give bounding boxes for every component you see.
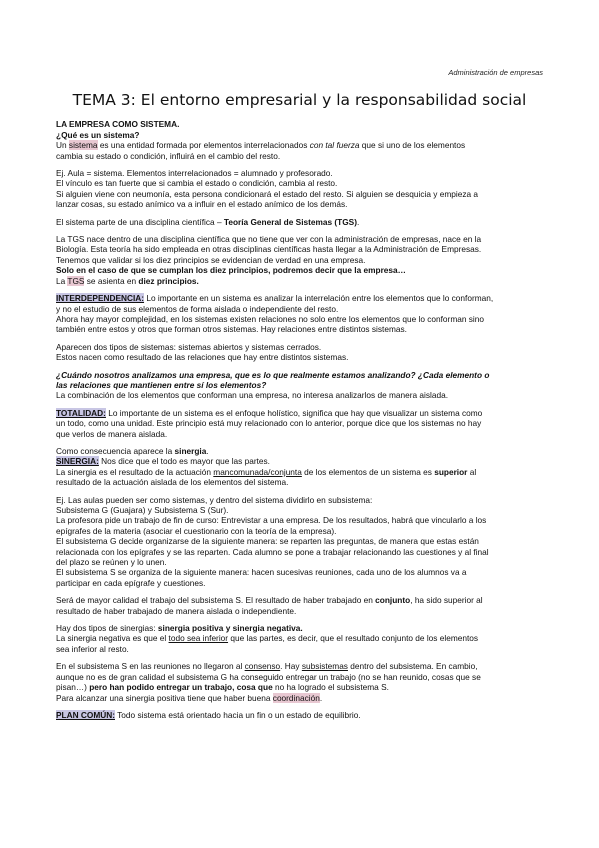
paragraph-line [56, 140, 543, 150]
underlined-term: consenso [244, 661, 281, 672]
italic-question [56, 370, 543, 380]
text: La [56, 275, 68, 286]
paragraph-line: sea inferior al resto. [56, 643, 129, 654]
paragraph-line: un todo, como una unidad. Este principio está muy relacionado con lo anterior, porque dice que los sistemas no hay [56, 418, 482, 429]
italic-term: con tal fuerza [309, 140, 360, 151]
paragraph-line: participar en cada epígrafe y cuestiones. [56, 577, 206, 588]
bold-term: sinergia [174, 445, 207, 456]
paragraph-line: Biología. Esta teoría ha sido empleada en otras disciplinas científicas hasta llegar a la Administración de Empresas. [56, 244, 482, 255]
bold-term: sinergia positiva y sinergia negativa. [157, 623, 303, 634]
bold-term: pero han podido entregar un trabajo, cosa que [89, 682, 273, 693]
paragraph-line: Solo en el caso de que se cumplan los diez principios, podremos decir que la empresa… [56, 265, 406, 276]
paragraph-line: también entre estos y otros que forman otros sistemas. Hay relaciones entre distintos sistemas. [56, 324, 407, 335]
paragraph-line: epígrafes de la materia (asociar el cuestionario con la teoría de la empresa). [56, 525, 337, 536]
paragraph-line [56, 633, 543, 643]
text: se asienta en [84, 275, 139, 286]
paragraph-line: relacionada con los epígrafes y se las reparten. Cada alumno se pone a trabajar relacionando las cuestiones y al final [56, 546, 489, 557]
tgs-paragraph [56, 234, 543, 286]
paragraph-line: cambia su estado o condición, influirá en el cambio del resto. [56, 150, 281, 161]
sinergia-paragraph [56, 446, 543, 488]
example-subsistemas [56, 495, 543, 589]
text: La sinergia negativa es que el [56, 633, 169, 644]
text: las relaciones que mantienen entre sí los elementos? [56, 379, 267, 390]
text: Será de mayor calidad el trabajo del subsistema S. El resultado de haber trabajado en [56, 595, 376, 606]
text: Un [56, 140, 69, 151]
page-title: TEMA 3: El entorno empresarial y la responsabilidad social [72, 91, 527, 110]
text: al [467, 466, 477, 477]
bold-term: Teoría General de Sistemas (TGS) [223, 216, 357, 227]
underlined-term: subsistemas [301, 661, 348, 672]
keyword-label: SINERGIA: [56, 456, 99, 467]
section-heading: LA EMPRESA COMO SISTEMA. [56, 119, 180, 130]
paragraph-line: resultado de haber trabajado de manera aislada o independiente. [56, 605, 297, 616]
paragraph-line: Subsistema G (Guajara) y Subsistema S (Sur). [56, 505, 229, 515]
paragraph-line [56, 682, 543, 692]
text: Nos dice que el todo es mayor que las partes. [98, 456, 270, 467]
paragraph-line [56, 446, 543, 456]
example-aula [56, 168, 543, 210]
question-heading: ¿Qué es un sistema? [56, 129, 140, 140]
highlight-term: TGS [67, 275, 85, 286]
text: . [319, 692, 323, 703]
consenso-paragraph [56, 661, 543, 703]
text: Lo importante en un sistema es analizar la interrelación entre los elementos que lo conforman, [144, 293, 494, 304]
bold-term: diez principios. [138, 275, 199, 286]
totalidad-paragraph [56, 408, 543, 439]
text: que si uno de los elementos [359, 140, 466, 151]
paragraph-line: lanzar cosas, su estado anímico va a influir en el estado anímico de los demás. [56, 199, 348, 210]
paragraph-line [56, 623, 543, 633]
plan-comun-paragraph [56, 710, 543, 720]
section-empresa-sistema [56, 119, 543, 161]
paragraph-line: Tenemos que validar si los diez principios se evidencian de verdad en una empresa. [56, 254, 366, 265]
text: Como consecuencia aparece la [56, 445, 175, 456]
question-paragraph [56, 370, 543, 401]
text: Lo importante de un sistema es el enfoque holístico, significa que hay que visualizar un sistema como [105, 407, 483, 418]
paragraph-line [56, 595, 543, 605]
text: Todo sistema está orientado hacia un fin o un estado de equilibrio. [115, 709, 361, 720]
tipos-sinergia-paragraph [56, 623, 543, 654]
text: En el subsistema S en las reuniones no llegaron al [56, 661, 245, 672]
paragraph-line: La profesora pide un trabajo de fin de curso: Entrevistar a una empresa. De los resultados, habrá que vincularlo a los [56, 515, 487, 526]
paragraph-line: resultado de la actuación aislada de los elementos del sistema. [56, 477, 289, 488]
paragraph-line: del plazo se reúnen y lo unen. [56, 557, 167, 568]
paragraph-line: y no el estudio de sus elementos de forma aislada o independiente del resto. [56, 303, 339, 314]
text: . [356, 216, 360, 227]
text: no ha logrado el subsistema S. [272, 682, 389, 693]
calidad-paragraph [56, 595, 543, 616]
paragraph-line [56, 693, 543, 703]
paragraph-line: Ej. Aula = sistema. Elementos interrelacionados = alumnado y profesorado. [56, 168, 333, 179]
underlined-term: mancomunada/conjunta [213, 466, 302, 477]
keyword-label: TOTALIDAD: [56, 407, 106, 418]
underlined-term: todo sea inferior [168, 633, 229, 644]
italic-question [56, 380, 543, 390]
text: . [206, 445, 209, 456]
bold-term: superior [434, 466, 468, 477]
paragraph-line [56, 467, 543, 477]
highlight-term: coordinación [272, 692, 320, 703]
paragraph-line: Si alguien viene con neumonía, esta persona condicionará el estado del resto. Si alguien se desquicia y empieza a [56, 188, 479, 199]
text: , ha sido superior al [410, 595, 483, 606]
text: El sistema parte de una disciplina científica – [56, 216, 224, 227]
header-subject: Administración de empresas [448, 68, 543, 77]
text: de los elementos de un sistema es [301, 466, 435, 477]
text: Para alcanzar una sinergia positiva tiene que haber buena [56, 692, 273, 703]
paragraph-line [56, 456, 543, 466]
text: . Hay [280, 661, 302, 672]
paragraph-line: La TGS nace dentro de una disciplina científica que no tiene que ver con la administración de empresas, nace en la [56, 234, 482, 245]
paragraph-line [56, 408, 543, 418]
text: ¿Cuándo nosotros analizamos una empresa, que es lo que realmente estamos analizando? ¿Cada elemento o [56, 369, 490, 380]
keyword-label: INTERDEPENDENCIA: [56, 293, 145, 304]
text: dentro del subsistema. En cambio, [347, 661, 478, 672]
keyword-label: PLAN COMÚN: [56, 709, 115, 720]
paragraph-line [56, 293, 543, 303]
text: Hay dos tipos de sinergias: [56, 623, 158, 634]
paragraph-line: aunque no es de gran calidad el subsistema G ha conseguido entregar un trabajo (no se han reunido, cosas que se [56, 671, 481, 682]
paragraph-line: Aparecen dos tipos de sistemas: sistemas abiertos y sistemas cerrados. [56, 341, 322, 352]
interdependencia-paragraph [56, 293, 543, 335]
bold-term: conjunto [375, 595, 411, 606]
paragraph-line [56, 661, 543, 671]
paragraph-line: Estos nacen como resultado de las relaciones que hay entre distintos sistemas. [56, 352, 349, 363]
text: que las partes, es decir, que el resultado conjunto de los elementos [228, 633, 479, 644]
paragraph-line: Ahora hay mayor complejidad, en los sistemas existen relaciones no solo entre los elementos que lo conforman sino [56, 313, 484, 324]
paragraph-line: El subsistema G decide organizarse de la siguiente manera: se reparten las preguntas, de manera que estas están [56, 536, 479, 547]
paragraph-line: que verlos de manera aislada. [56, 428, 168, 439]
paragraph-line [56, 276, 543, 286]
text: pisan…) [56, 682, 90, 693]
paragraph-line: El vínculo es tan fuerte que si cambia el estado o condición, cambia al resto. [56, 178, 338, 189]
paragraph-line [56, 217, 543, 227]
tgs-heading [56, 217, 543, 227]
paragraph-line [56, 710, 543, 720]
paragraph-line: El subsistema S se organiza de la siguiente manera: hacen sucesivas reuniones, cada uno de los alumnos va a [56, 567, 467, 578]
text: es una entidad formada por elementos interrelacionados [97, 140, 310, 151]
highlight-term: sistema [68, 140, 98, 151]
tipos-sistemas-paragraph [56, 342, 543, 363]
document-page [56, 68, 543, 727]
paragraph-line: La combinación de los elementos que conforman una empresa, no interesa analizarlos de manera aislada. [56, 390, 449, 401]
paragraph-line: Ej. Las aulas pueden ser como sistemas, y dentro del sistema dividirlo en subsistema: [56, 494, 373, 505]
text: La sinergia es el resultado de la actuación [56, 466, 214, 477]
